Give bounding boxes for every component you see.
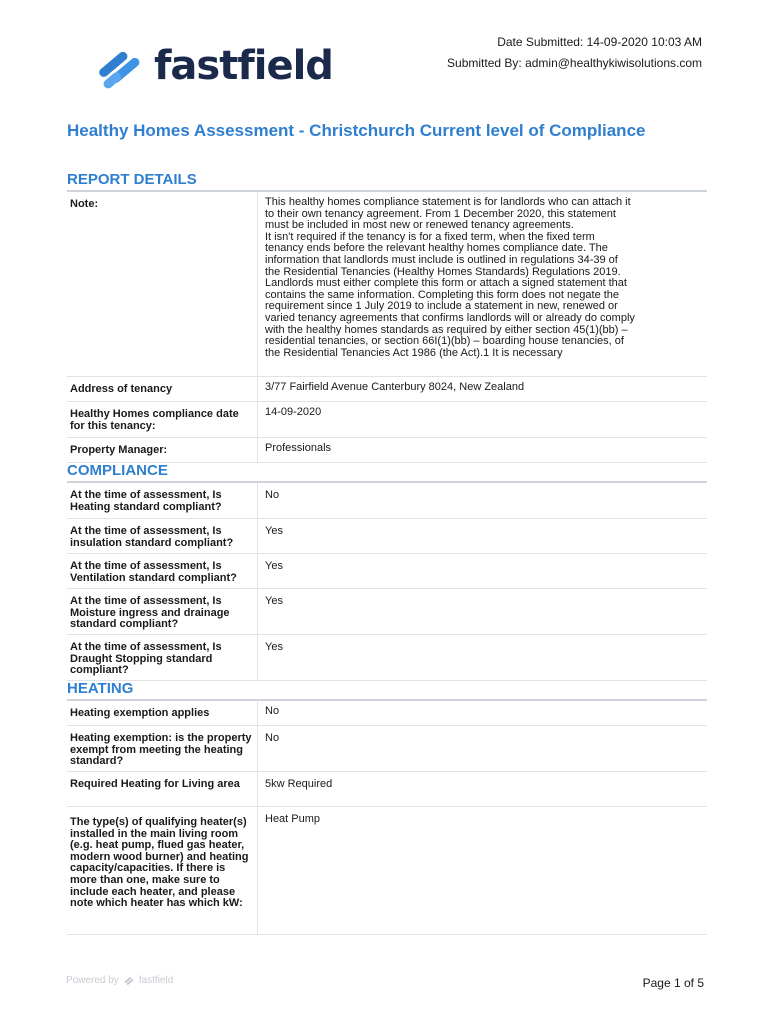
logo-wordmark: fastfield bbox=[154, 43, 333, 89]
row-value: Yes bbox=[257, 635, 707, 680]
row-value: Yes bbox=[257, 519, 707, 553]
section-title-report-details: REPORT DETAILS bbox=[67, 171, 707, 192]
powered-by-footer bbox=[66, 975, 173, 986]
row-label: At the time of assessment, Is Heating standard compliant? bbox=[70, 489, 222, 513]
heating-section bbox=[67, 680, 707, 935]
row-value: Yes bbox=[257, 554, 707, 588]
table-row bbox=[67, 192, 707, 377]
document-title: Healthy Homes Assessment - Christchurch Current level of Compliance bbox=[67, 121, 646, 140]
row-label: Required Heating for Living area bbox=[70, 778, 240, 790]
row-label: Address of tenancy bbox=[70, 383, 173, 395]
row-label: Heating exemption applies bbox=[70, 707, 210, 719]
row-label: At the time of assessment, Is Draught Stopping standard compliant? bbox=[70, 641, 222, 677]
table-row bbox=[67, 438, 707, 463]
row-value-note: This healthy homes compliance statement is for landlords who can attach it to their own tenancy agreement. From 1 December 2020, this statement must be included in most new or renewed tenancy agreements. It isn't required if the tenancy is for a fixed term, when the fixed term tenancy ends before the relevant healthy homes compliance date. The information that landlords must include is outlined in regulations 34-39 of the Residential Tenancies (Healthy Homes Standards) Regulations 2019. Landlords must either complete this form or attach a signed statement that contains the same information. Completing this form does not negate the requirement since 1 July 2019 to include a statement in new, renewed or varied tenancy agreements that confirms landlords will or already do comply with the healthy homes standards as required by either section 45(1)(bb) – residential tenancies, or section 66I(1)(bb) – boarding house tenancies, of the Residential Tenancies Act 1986 (the Act).1 It is necessary bbox=[257, 192, 707, 376]
table-row bbox=[67, 377, 707, 402]
table-row bbox=[67, 635, 707, 681]
submission-meta bbox=[447, 32, 702, 74]
row-value: 14-09-2020 bbox=[257, 402, 707, 437]
section-title-heating: HEATING bbox=[67, 680, 707, 701]
table-row bbox=[67, 554, 707, 589]
table-row bbox=[67, 701, 707, 726]
table-row bbox=[67, 772, 707, 807]
compliance-section bbox=[67, 462, 707, 681]
row-label: At the time of assessment, Is insulation standard compliant? bbox=[70, 525, 234, 549]
row-label: At the time of assessment, Is Moisture ingress and drainage standard compliant? bbox=[70, 595, 230, 631]
row-value: No bbox=[257, 701, 707, 725]
row-label: Heating exemption: is the property exempt from meeting the heating standard? bbox=[70, 732, 252, 768]
row-value: Yes bbox=[257, 589, 707, 634]
table-row bbox=[67, 483, 707, 519]
section-title-compliance: COMPLIANCE bbox=[67, 462, 707, 483]
date-submitted: Date Submitted: 14-09-2020 10:03 AM bbox=[497, 35, 702, 49]
powered-by-label: Powered by bbox=[66, 975, 119, 986]
powered-by-brand: fastfield bbox=[138, 975, 174, 986]
fastfield-logo bbox=[92, 40, 333, 92]
fastfield-mini-logo-icon bbox=[123, 975, 135, 986]
table-row bbox=[67, 402, 707, 438]
row-label: Property Manager: bbox=[70, 444, 168, 456]
row-label: Note: bbox=[70, 198, 99, 210]
row-value: No bbox=[257, 483, 707, 518]
row-value: No bbox=[257, 726, 707, 771]
fastfield-logo-mark-icon bbox=[92, 40, 148, 92]
row-label: The type(s) of qualifying heater(s) installed in the main living room (e.g. heat pump, flued gas heater, modern wood burner) and heating capacity/capacities. If there is more than one, make sure to include each heater, and please note which heater has which kW: bbox=[70, 816, 249, 910]
row-label: Healthy Homes compliance date for this tenancy: bbox=[70, 408, 239, 432]
row-value: Heat Pump bbox=[257, 807, 707, 934]
page-number: Page 1 of 5 bbox=[642, 976, 704, 990]
row-value: Professionals bbox=[257, 438, 707, 462]
submitted-by: Submitted By: admin@healthykiwisolutions.com bbox=[447, 56, 702, 70]
table-row bbox=[67, 807, 707, 935]
table-row bbox=[67, 519, 707, 554]
table-row bbox=[67, 589, 707, 635]
table-row bbox=[67, 726, 707, 772]
row-value: 3/77 Fairfield Avenue Canterbury 8024, New Zealand bbox=[257, 377, 707, 401]
report-details-section bbox=[67, 171, 707, 463]
row-value: 5kw Required bbox=[257, 772, 707, 806]
row-label: At the time of assessment, Is Ventilation standard compliant? bbox=[70, 560, 237, 584]
